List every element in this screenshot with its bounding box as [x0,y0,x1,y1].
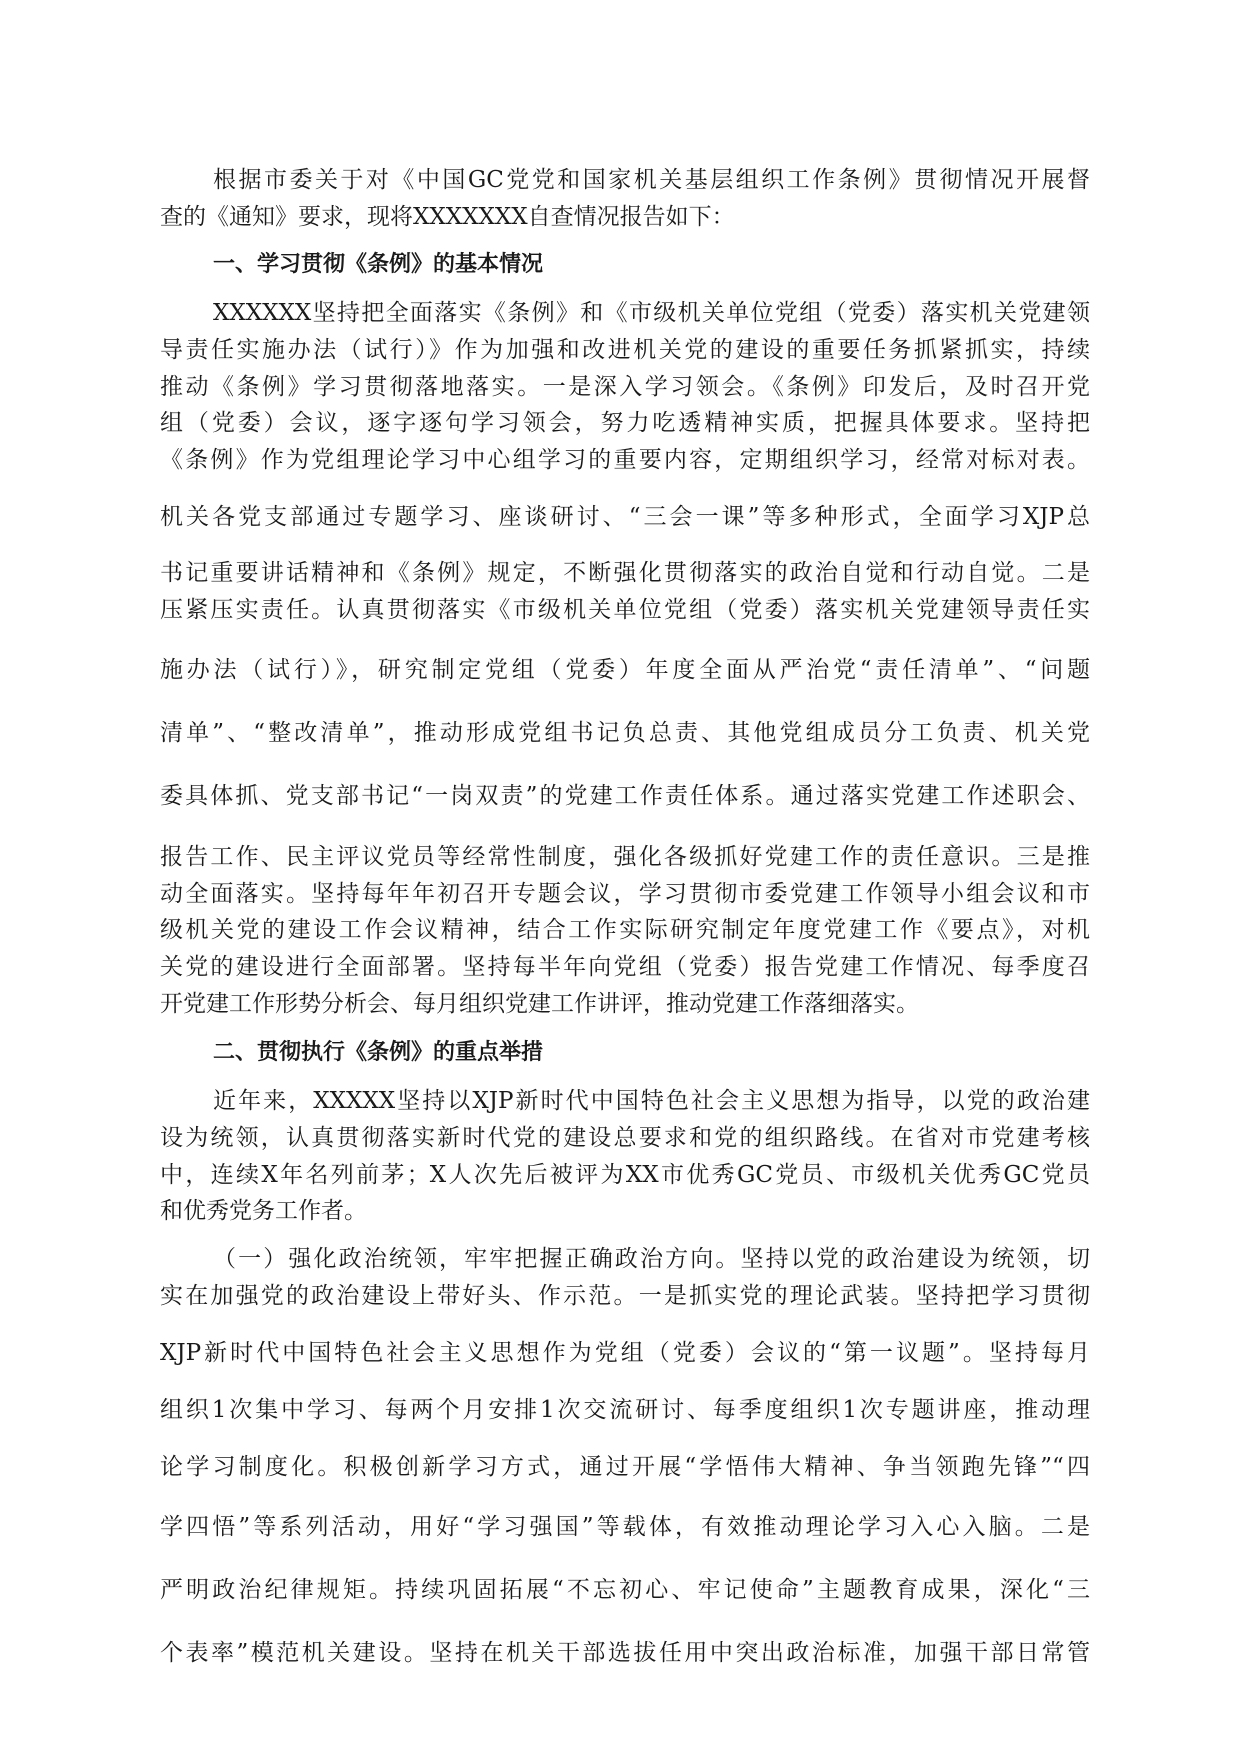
paragraph-line: 和优秀党务工作者。 [160,1198,367,1224]
paragraph-line: 导责任实施办法（试行）》作为加强和改进机关党的建设的重要任务抓紧抓实，持续 [160,337,1090,363]
paragraph-line: 学四悟”等系列活动，用好“学习强国”等载体，有效推动理论学习入心入脑。二是 [160,1514,1090,1540]
paragraph-line: 委具体抓、党支部书记“一岗双责”的党建工作责任体系。通过落实党建工作述职会、 [160,783,1090,809]
paragraph-line: 机关各党支部通过专题学习、座谈研讨、“三会一课”等多种形式，全面学习XJP总 [160,504,1090,530]
paragraph-line: 压紧压实责任。认真贯彻落实《市级机关单位党组（党委）落实机关党建领导责任实 [160,597,1090,623]
paragraph-line: 开党建工作形势分析会、每月组织党建工作讲评，推动党建工作落细落实。 [160,991,919,1017]
paragraph-line: 书记重要讲话精神和《条例》规定，不断强化贯彻落实的政治自觉和行动自觉。二是 [160,560,1090,586]
paragraph-line: 报告工作、民主评议党员等经常性制度，强化各级抓好党建工作的责任意识。三是推 [160,844,1090,870]
paragraph-line: 组织1次集中学习、每两个月安排1次交流研讨、每季度组织1次专题讲座，推动理 [160,1397,1090,1423]
paragraph-line: 推动《条例》学习贯彻落地落实。一是深入学习领会。《条例》印发后，及时召开党 [160,374,1090,400]
section-heading: 一、学习贯彻《条例》的基本情况 [213,252,544,277]
paragraph-line: 个表率”模范机关建设。坚持在机关干部选拔任用中突出政治标准，加强干部日常管 [160,1640,1090,1666]
paragraph-line: 关党的建设进行全面部署。坚持每半年向党组（党委）报告党建工作情况、每季度召 [160,954,1090,980]
paragraph-line: 施办法（试行）》，研究制定党组（党委）年度全面从严治党“责任清单”、“问题 [160,657,1090,683]
paragraph-line: 查的《通知》要求，现将XXXXXXX自查情况报告如下： [160,204,735,230]
paragraph-line: 动全面落实。坚持每年年初召开专题会议，学习贯彻市委党建工作领导小组会议和市 [160,881,1090,907]
paragraph-line: 组（党委）会议，逐字逐句学习领会，努力吃透精神实质，把握具体要求。坚持把 [160,410,1090,436]
paragraph-line: 清单”、“整改清单”，推动形成党组书记负总责、其他党组成员分工负责、机关党 [160,720,1090,746]
paragraph-line: 中，连续X年名列前茅；X人次先后被评为XX市优秀GC党员、市级机关优秀GC党员 [160,1162,1090,1188]
paragraph-line: XXXXXX坚持把全面落实《条例》和《市级机关单位党组（党委）落实机关党建领 [213,300,1090,326]
paragraph-line: 严明政治纪律规矩。持续巩固拓展“不忘初心、牢记使命”主题教育成果，深化“三 [160,1577,1090,1603]
paragraph-line: 论学习制度化。积极创新学习方式，通过开展“学悟伟大精神、争当领跑先锋”“四 [160,1454,1090,1480]
paragraph-line: （一）强化政治统领，牢牢把握正确政治方向。坚持以党的政治建设为统领，切 [213,1246,1090,1272]
paragraph-line: XJP新时代中国特色社会主义思想作为党组（党委）会议的“第一议题”。坚持每月 [160,1340,1090,1366]
paragraph-line: 根据市委关于对《中国GC党党和国家机关基层组织工作条例》贯彻情况开展督 [213,167,1090,193]
paragraph-line: 《条例》作为党组理论学习中心组学习的重要内容，定期组织学习，经常对标对表。 [160,447,1090,473]
paragraph-line: 设为统领，认真贯彻落实新时代党的建设总要求和党的组织路线。在省对市党建考核 [160,1125,1090,1151]
paragraph-line: 级机关党的建设工作会议精神，结合工作实际研究制定年度党建工作《要点》，对机 [160,917,1090,943]
paragraph-line: 近年来，XXXXX坚持以XJP新时代中国特色社会主义思想为指导，以党的政治建 [213,1088,1090,1114]
paragraph-line: 实在加强党的政治建设上带好头、作示范。一是抓实党的理论武装。坚持把学习贯彻 [160,1283,1090,1309]
section-heading: 二、贯彻执行《条例》的重点举措 [213,1040,544,1065]
